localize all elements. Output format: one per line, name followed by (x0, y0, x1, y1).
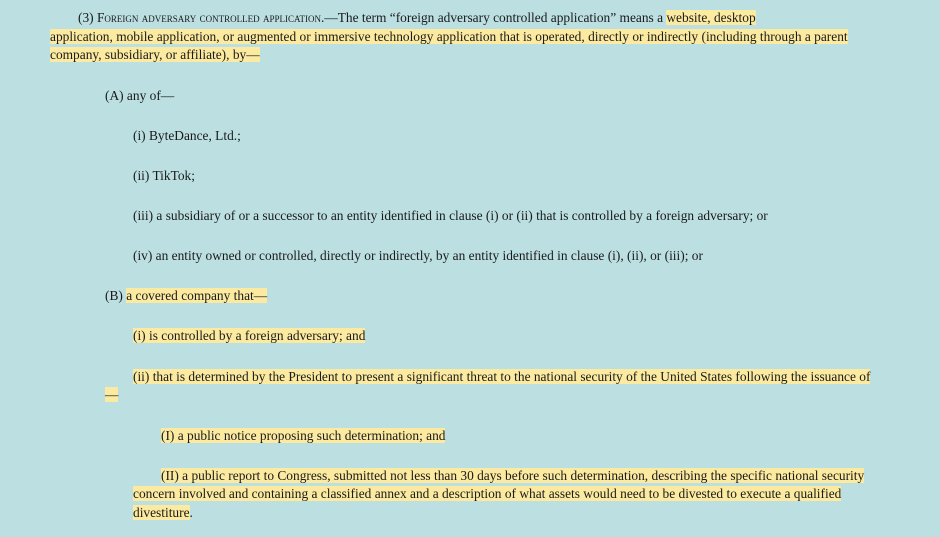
paragraph-3-line-3 (50, 46, 260, 65)
paragraph-3-lead: .—The term “foreign adversary controlled application” means a (320, 10, 667, 25)
clause-a-i: (i) ByteDance, Ltd.; (133, 128, 241, 143)
highlight-segment: concern involved and containing a classified annex and a description of what assets would need to be divested to execute a qualified (133, 486, 842, 501)
highlight-segment: application, mobile application, or augmented or immersive technology application that is operated, directly or indirectly (including through a parent (50, 29, 848, 44)
subclause-II-line-3 (133, 504, 193, 523)
paragraph-3-heading: Foreign adversary controlled application (96, 10, 321, 25)
highlight-segment: (II) a public report to Congress, submitted not less than 30 days before such determination, describing the specific national security (161, 468, 865, 483)
highlight-segment: (i) is controlled by a foreign adversary; and (133, 328, 366, 343)
clause-b (105, 287, 267, 306)
clause-a-ii: (ii) TikTok; (133, 168, 195, 183)
paragraph-3-number: (3) (78, 10, 97, 25)
highlight-segment: a covered company that— (126, 288, 268, 303)
clause-a-iv: (iv) an entity owned or controlled, directly or indirectly, by an entity identified in clause (i), (ii), or (iii); or (133, 248, 703, 263)
highlight-segment: (ii) that is determined by the President to present a significant threat to the national security of the United States following the issuance of (133, 369, 871, 384)
clause-a-iii: (iii) a subsidiary of or a successor to an entity identified in clause (i) or (ii) that is controlled by a foreign adversary; or (133, 208, 768, 223)
clause-b-ii-line-1 (133, 368, 870, 387)
subclause-II-line-2 (133, 485, 841, 504)
highlight-segment: website, desktop (666, 10, 756, 25)
clause-b-number: (B) (105, 288, 127, 303)
highlight-segment: (I) a public notice proposing such determination; and (161, 428, 446, 443)
subclause-II-period: . (189, 505, 193, 520)
highlight-segment: divestiture (133, 505, 190, 520)
clause-a: (A) any of— (105, 88, 175, 103)
clause-b-ii-line-2 (105, 386, 118, 405)
highlight-segment: — (105, 387, 119, 402)
highlight-segment: company, subsidiary, or affiliate), by— (50, 47, 260, 62)
subclause-II-line-1 (161, 467, 864, 486)
paragraph-3-line-1 (78, 9, 756, 28)
clause-b-i (133, 327, 365, 346)
subclause-I (161, 427, 445, 446)
paragraph-3-line-2 (50, 28, 848, 47)
